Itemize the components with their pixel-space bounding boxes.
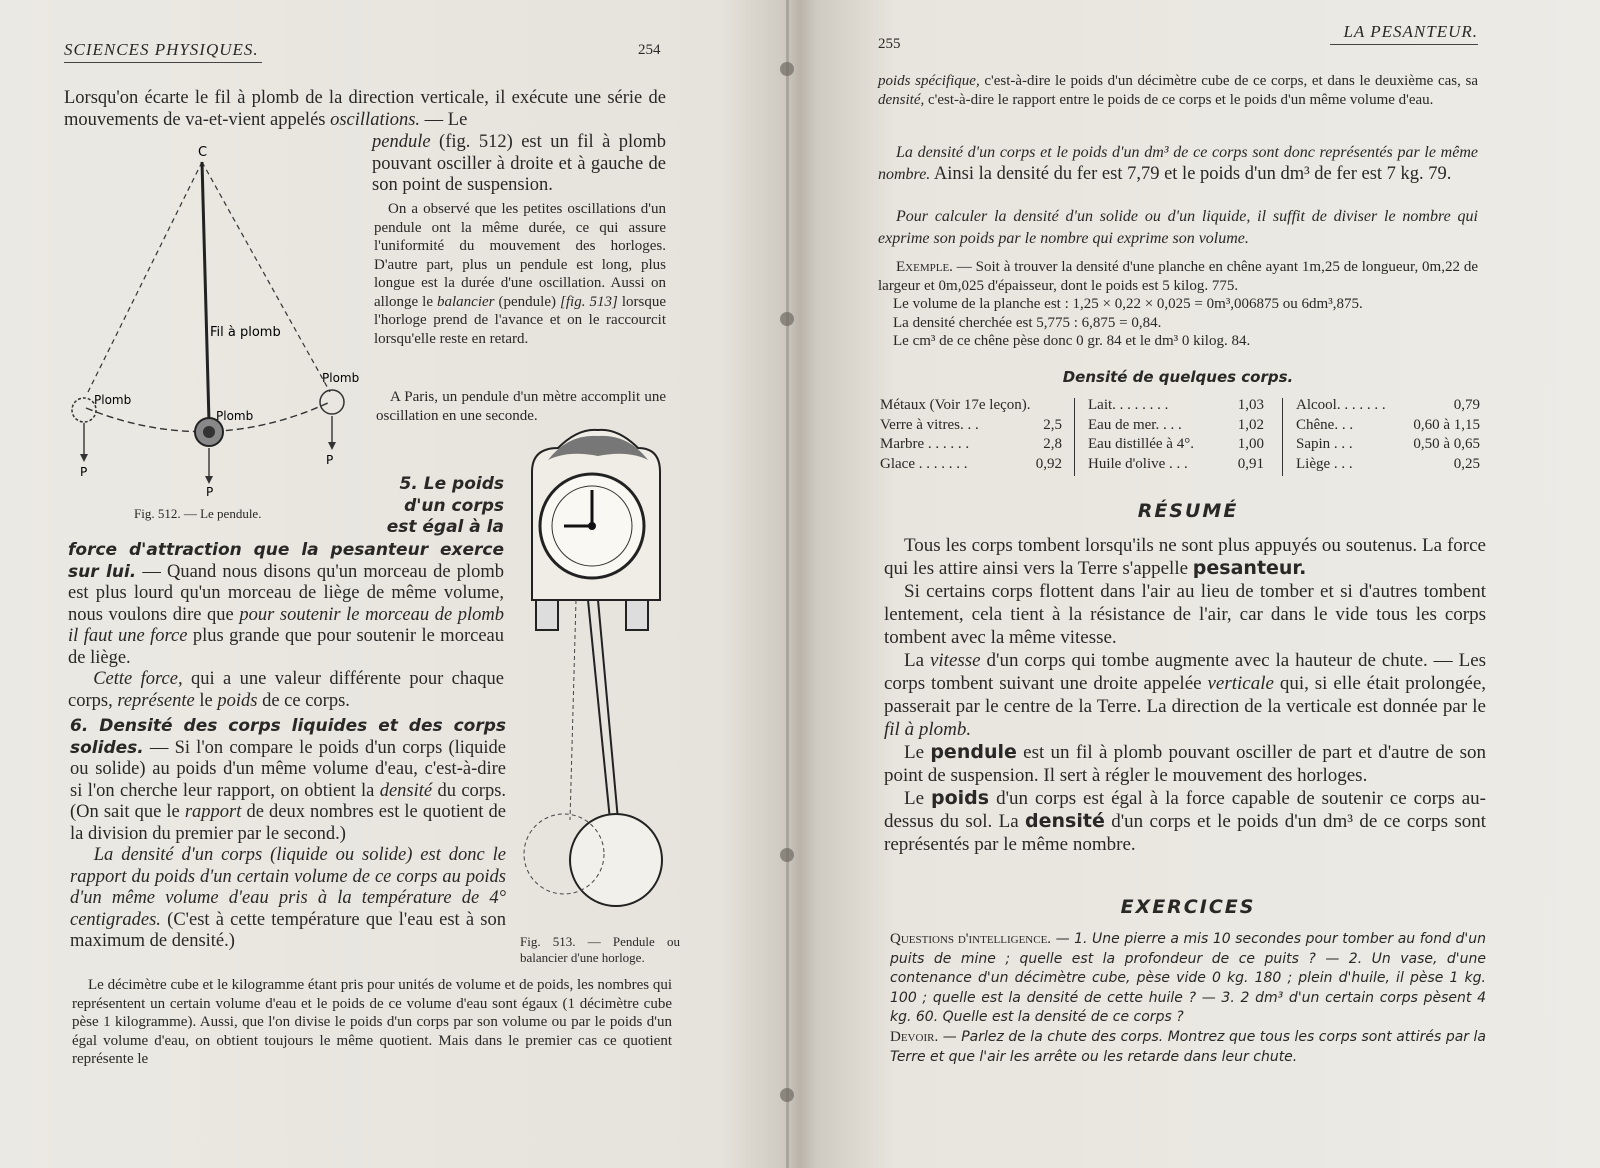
force-arrowhead-right: [328, 442, 336, 450]
label-c: C: [198, 145, 208, 160]
table-row: Lait. . . . . . . . 1,03: [1088, 397, 1264, 413]
force-arrowhead-left: [80, 454, 88, 462]
page-header-title: LA PESANTEUR.: [1330, 22, 1478, 45]
section-6-text: 6. Densité des corps liquides et des corps solides. — Si l'on compare le poids d'un corps (liquide ou solide) au poids d'un même volume d'eau, c'est-à-dire si l'on cherche leur rapport, on obtient la densité du corps. (On sait que le rapport de deux nombres est le quotient de la division du premier par le second.) La densité d'un corps (liquide ou solide) est donc le rapport du poids d'un certain volume de ce corps au poids d'un même volume d'eau pris à la température de 4° centigrades. (C'est à cette température que l'eau est à son maximum de densité.): [70, 716, 507, 951]
continuation-paragraph: poids spécifique, c'est-à-dire le poids d'un décimètre cube de ce corps, et dans le deuxième cas, sa densité, c'est-à-dire le rapport entre le poids de ce corps et le poids d'un même volume d'eau.: [878, 73, 1478, 108]
table-divider: [1074, 398, 1075, 476]
force-arrowhead-center: [205, 476, 213, 484]
page-number: 254: [638, 42, 661, 58]
label-p-center: P: [206, 485, 214, 499]
table-row: Huile d'olive . . . 0,91: [1088, 455, 1264, 472]
density-table: [880, 396, 1480, 480]
pendulum-bob: [570, 814, 662, 906]
exercices-title: EXERCICES: [1120, 896, 1256, 918]
table-row: Alcool. . . . . . . 0,79: [1296, 397, 1480, 413]
clock-weight-right: [626, 600, 648, 630]
pendulum-left-string: [88, 162, 202, 392]
figure-512-pendulum: [64, 140, 364, 530]
table-title: Densité de quelques corps.: [1062, 368, 1294, 386]
figure-513-caption: Fig. 513. — Pendule ou balancier d'une horloge.: [520, 934, 680, 965]
bob-center-core: [203, 426, 215, 438]
label-plomb-left: Plomb: [94, 393, 132, 407]
table-column-2: [1088, 396, 1264, 474]
table-row: Liège . . . 0,25: [1296, 455, 1480, 472]
oscillation-paragraph: On a observé que les petites oscillations d'un pendule ont la même durée, ce qui assure l'uniformité du mouvement des horloges. D'autre part, plus un pendule est long, plus longue est la durée d'une oscillation. Aussi on allonge le balancier (pendule) [fig. 513] lorsque l'horloge prend de l'avance et on le raccourcit lorsqu'elle reste en retard.: [374, 201, 666, 347]
resume-text: Tous les corps tombent lorsqu'ils ne sont plus appuyés ou soutenus. La force qui les attire ainsi vers la Terre s'appelle pesanteur. Si certains corps flottent dans l'air au lieu de tomber et si d'autres tombent lentement, cela tient à la résistance de l'air, car dans le vide tous les corps tombent avec la même vitesse. La vitesse d'un corps qui tombe augmente avec la hauteur de chute. — Les corps tombent suivant une droite appelée verticale qui, si elle était prolongée, passerait par le centre de la Terre. La direction de la verticale est donnée par le fil à plomb. Le pendule est un fil à plomb pouvant osciller de part et d'autre de son point de suspension. Il sert à régler le mouvement des horloges. Le poids d'un corps est égal à la force capable de soutenir ce corps au-dessus du sol. La densité d'un corps et le poids d'un dm³ de ce corps sont représentés par le même nombre.: [884, 535, 1487, 855]
section-5-title: 5. Le poids d'un corps est égal à la: [386, 474, 504, 537]
pendulum-right-string: [202, 162, 330, 392]
last-paragraph: Le décimètre cube et le kilogramme étant pris pour unités de volume et de poids, les nombres qui représentent un certain volume d'eau et le poids de ce volume d'eau sont égaux (1 décimètre cube pèse 1 kilogramme). Aussi, que l'on divise le poids d'un corps par son volume ou par le poids d'un égal volume d'eau, on obtient toujours le même quotient. Mais dans le premier cas ce quotient représente le: [72, 977, 672, 1067]
paris-paragraph: A Paris, un pendule d'un mètre accomplit une oscillation en une seconde.: [376, 389, 666, 424]
page-number: 255: [878, 36, 901, 52]
pendulum-rod-b: [598, 600, 618, 820]
figure-512-caption: Fig. 512. — Le pendule.: [134, 506, 262, 521]
table-row: Eau distillée à 4°. 1,00: [1088, 436, 1264, 452]
table-column-3: [1296, 396, 1480, 474]
intro-paragraph: Lorsqu'on écarte le fil à plomb de la direction verticale, il exécute une série de mouvements de va-et-vient appelés oscillations. — Le: [64, 88, 666, 130]
label-plomb-center: Plomb: [216, 409, 254, 423]
label-p-right: P: [326, 453, 334, 467]
table-row: Glace . . . . . . . 0,92: [880, 455, 1062, 472]
bob-right: [320, 390, 344, 414]
left-page: [0, 0, 790, 1168]
table-divider: [1282, 398, 1283, 476]
label-fil-a-plomb: Fil à plomb: [210, 325, 281, 340]
table-row: Verre à vitres. . . 2,5: [880, 416, 1062, 433]
clock-weight-left: [536, 600, 558, 630]
exercises-devoir: Devoir. — Parlez de la chute des corps. Montrez que tous les corps sont attirés par la Terre et que l'air les arrête ou les retarde dans leur chute.: [890, 1029, 1486, 1065]
plumb-line: [202, 162, 209, 422]
section-5-text: force d'attraction que la pesanteur exerce sur lui. — Quand nous disons qu'un morceau de plomb est plus lourd qu'un morceau de liège de même volume, nous voulons dire que pour soutenir le morceau de plomb il faut une force plus grande que pour soutenir le morceau de liège. Cette force, qui a une valeur différente pour chaque corps, représente le poids de ce corps.: [68, 540, 505, 711]
right-page: [800, 0, 1600, 1168]
pendulum-rod-a: [588, 600, 610, 820]
page-header-title: SCIENCES PHYSIQUES.: [64, 40, 262, 63]
density-rule-paragraph: La densité d'un corps et le poids d'un dm³ de ce corps sont donc représentés par le même nombre. Ainsi la densité du fer est 7,79 et le poids d'un dm³ de fer est 7 kg. 79.: [878, 144, 1478, 184]
table-column-1: [880, 396, 1062, 474]
clock-center: [588, 522, 596, 530]
example-paragraph: Exemple. — Soit à trouver la densité d'une planche en chêne ayant 1m,25 de longueur, 0m,22 de largeur et 0m,025 d'épaisseur, dont le poids est 5 kilog. 775. Le volume de la planche est : 1,25 × 0,22 × 0,025 = 0m³,006875 ou 6dm³,875. La densité cherchée est 5,775 : 6,875 = 0,84. Le cm³ de ce chêne pèse donc 0 gr. 84 et le dm³ 0 kilog. 84.: [878, 259, 1479, 349]
exercises-questions: Questions d'intelligence. — 1. Une pierre a mis 10 secondes pour tomber au fond d'un puits de mine ; quelle est la profondeur de ce puits ? — 2. Un vase, d'une contenance d'un décimètre cube, pèse vide 0 kg. 180 ; plein d'huile, il pèse 1 kg. 100 ; quelle est la densité de cette huile ? — 3. 2 dm³ d'un certain corps pèsent 4 kg. 60. Quelle est la densité de ce corps ?: [890, 931, 1486, 1025]
table-row: Sapin . . . 0,50 à 0,65: [1296, 436, 1480, 452]
table-row: Marbre . . . . . . 2,8: [880, 436, 1062, 452]
figure-513-clock: [518, 420, 678, 930]
label-plomb-right: Plomb: [322, 371, 360, 385]
table-row: Métaux (Voir 17e leçon).: [880, 397, 1031, 413]
label-p-left: P: [80, 465, 88, 479]
density-calc-rule: Pour calculer la densité d'un solide ou d'un liquide, il suffit de diviser le nombre qui exprime son poids par le nombre qui exprime son volume.: [878, 208, 1478, 247]
resume-title: RÉSUMÉ: [1137, 500, 1239, 522]
pendule-definition: pendule (fig. 512) est un fil à plomb pouvant osciller à droite et à gauche de son point de suspension.: [372, 132, 667, 195]
table-row: Eau de mer. . . . 1,02: [1088, 416, 1264, 433]
pendulum-rod-swing: [570, 600, 576, 820]
table-row: Chêne. . . 0,60 à 1,15: [1296, 416, 1480, 433]
